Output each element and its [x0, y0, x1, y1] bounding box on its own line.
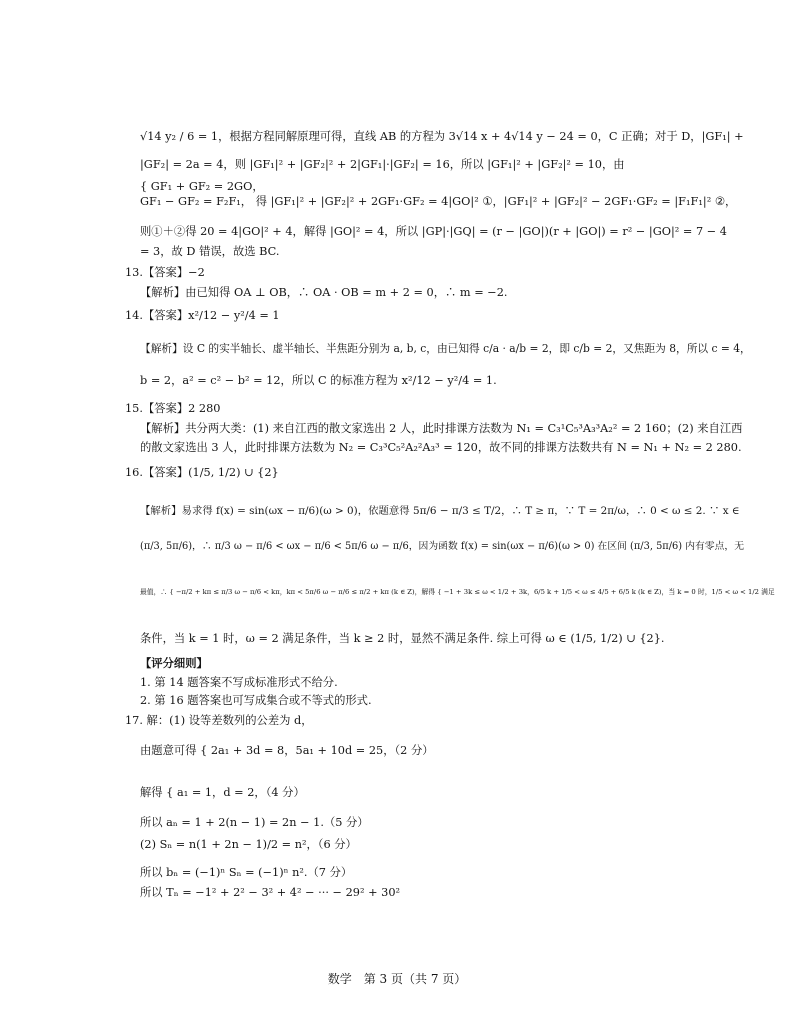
scoring-rule-1: 1. 第 14 题答案不写成标准形式不给分. — [140, 676, 338, 689]
scoring-details-heading: 【评分细则】 — [140, 656, 208, 670]
text-line-2: |GF₂| = 2a = 4，则 |GF₁|² + |GF₂|² + 2|GF₁|·|GF₂| = 16，所以 |GF₁|² + |GF₂|² = 10，由 — [140, 158, 625, 171]
solution-15-line-2: 的散文家选出 3 人，此时排课方法数为 N₂ = C₃³C₅²A₂²A₃³ = 120，故不同的排课方法数共有 N = N₁ + N₂ = 2 280. — [140, 441, 742, 454]
text-line-5: 则①＋②得 20 = 4|GO|² + 4，解得 |GO|² = 4，所以 |GP|·|GQ| = (r − |GO|)(r + |GO|) = r² − |GO|² = 7 − 4 — [140, 225, 727, 238]
page-footer: 数学 第 3 页（共 7 页） — [327, 972, 467, 986]
answer-14: 14.【答案】x²/12 − y²/4 = 1 — [125, 309, 280, 322]
solution-15-line-1: 【解析】共分两大类：(1) 来自江西的散文家选出 2 人，此时排课方法数为 N₁ = C₃¹C₅³A₃³A₂² = 2 160；(2) 来自江西 — [140, 422, 743, 435]
text-line-1: √14 y₂ / 6 = 1，根据方程同解原理可得，直线 AB 的方程为 3√14 x + 4√14 y − 24 = 0，C 正确；对于 D，|GF₁| + — [140, 130, 744, 143]
solution-16-line-3: 最值，∴ { −π/2 + kπ ≤ π/3 ω − π/6 < kπ，kπ < 5π/6 ω − π/6 ≤ π/2 + kπ (k ∈ Z)，解得 { −1 + 3k ≤ ω < 1/2 + 3k，6/5 k + 1/5 < ω ≤ 4/5 + 6/5 k (k ∈ Z)，当 k = 0 时，1/5 < ω < 1/2 满足 — [140, 588, 775, 596]
solution-16-line-4: 条件，当 k = 1 时，ω = 2 满足条件，当 k ≥ 2 时，显然不满足条件. 综上可得 ω ∈ (1/5, 1/2) ∪ {2}. — [140, 632, 665, 645]
answer-15: 15.【答案】2 280 — [125, 402, 221, 415]
solution-16-line-1: 【解析】易求得 f(x) = sin(ωx − π/6)(ω > 0)，依题意得 5π/6 − π/3 ≤ T/2，∴ T ≥ π，∵ T = 2π/ω，∴ 0 < ω ≤ 2. ∵ x ∈ — [140, 505, 740, 517]
text-line-6: = 3，故 D 错误，故选 BC. — [140, 245, 280, 258]
solution-14-line-1: 【解析】设 C 的实半轴长、虚半轴长、半焦距分别为 a, b, c，由已知得 c/a · a/b = 2，即 c/b = 2，又焦距为 8，所以 c = 4， — [140, 342, 751, 355]
solution-17-an: 所以 aₙ = 1 + 2(n − 1) = 2n − 1.（5 分） — [140, 816, 369, 829]
solution-17-bn: 所以 bₙ = (−1)ⁿ Sₙ = (−1)ⁿ n².（7 分） — [140, 866, 353, 879]
text-line-4: GF₁ − GF₂ = F₂F₁， 得 |GF₁|² + |GF₂|² + 2GF₁·GF₂ = 4|GO|² ①，|GF₁|² + |GF₂|² − 2GF₁·GF₂ = |F₁F₁|² ②， — [140, 195, 737, 208]
solution-17-sn: (2) Sₙ = n(1 + 2n − 1)/2 = n²，（6 分） — [140, 838, 357, 851]
answer-16: 16.【答案】(1/5, 1/2) ∪ {2} — [125, 466, 279, 479]
solution-14-line-2: b = 2，a² = c² − b² = 12，所以 C 的标准方程为 x²/12 − y²/4 = 1. — [140, 374, 497, 387]
solution-17-system: 由题意可得 { 2a₁ + 3d = 8，5a₁ + 10d = 25，（2 分） — [140, 744, 434, 757]
solution-17-intro: 17. 解：(1) 设等差数列的公差为 d， — [125, 714, 313, 727]
solution-13: 【解析】由已知得 OA ⊥ OB，∴ OA · OB = m + 2 = 0，∴ m = −2. — [140, 286, 508, 299]
solution-17-tn: 所以 Tₙ = −1² + 2² − 3² + 4² − ··· − 29² + 30² — [140, 886, 401, 899]
solution-17-solved: 解得 { a₁ = 1，d = 2，（4 分） — [140, 786, 305, 799]
solution-16-line-2: (π/3, 5π/6)，∴ π/3 ω − π/6 < ωx − π/6 < 5π/6 ω − π/6，因为函数 f(x) = sin(ωx − π/6)(ω > 0) 在区间 (π/3, 5π/6) 内有零点，无 — [140, 541, 744, 552]
text-line-3: { GF₁ + GF₂ = 2GO， — [140, 180, 264, 193]
answer-13: 13.【答案】−2 — [125, 266, 205, 279]
scoring-rule-2: 2. 第 16 题答案也可写成集合或不等式的形式. — [140, 694, 372, 707]
